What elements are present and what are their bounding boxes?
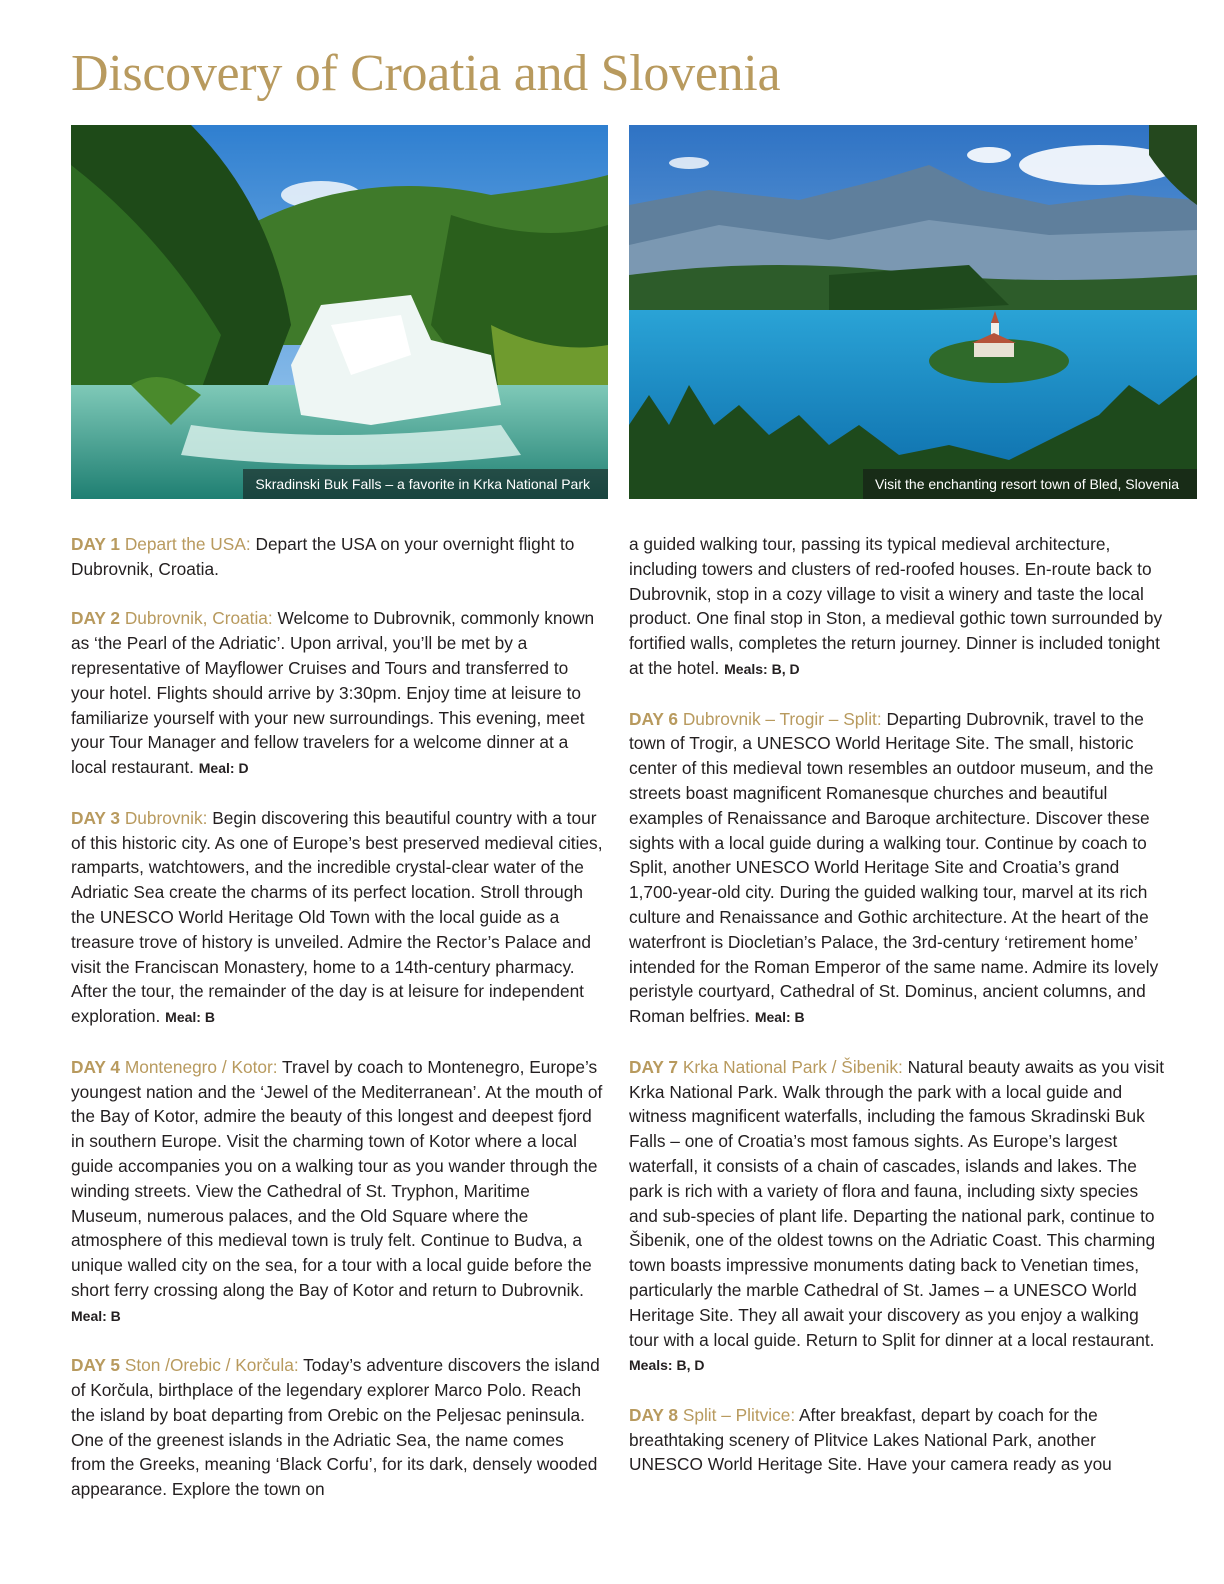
day-5-continued — [629, 532, 1169, 682]
day-heading: Depart the USA: — [124, 534, 251, 554]
day-text: Travel by coach to Montenegro, Europe’s youngest nation and the ‘Jewel of the Mediterranean’. At the mouth of the Bay of Kotor, admire the beauty of this longest and deepest fjord in southern Europe. Visit the charming town of Kotor where a local guide accompanies you on a walking tour as you wander through the winding streets. View the Cathedral of St. Tryphon, Maritime Museum, numerous palaces, and the Old Square where the atmosphere of this medieval town is truly felt. Continue to Budva, a unique walled city on the sea, for a tour with a local guide before the short ferry crossing along the Bay of Kotor and return to Dubrovnik. — [71, 1056, 603, 1300]
day-number: DAY 3 — [71, 807, 120, 828]
page-title: Discovery of Croatia and Slovenia — [71, 45, 781, 102]
meal-note: Meal: B — [71, 1307, 121, 1324]
photo-caption-left: Skradinski Buk Falls – a favorite in Krka National Park — [243, 469, 608, 499]
lake-bled-photo — [629, 125, 1197, 499]
lake-illustration — [629, 125, 1197, 499]
day-number: DAY 7 — [629, 1056, 678, 1077]
day-heading: Split – Plitvice: — [682, 1404, 796, 1425]
meal-note: Meal: B — [754, 1009, 805, 1026]
waterfall-illustration — [71, 125, 608, 499]
day-3 — [71, 806, 603, 1030]
itinerary-column-right — [629, 532, 1169, 1502]
day-number: DAY 1 — [71, 534, 120, 554]
day-heading: Ston /Orebic / Korčula: — [124, 1355, 299, 1376]
itinerary-column-left — [71, 532, 603, 1527]
day-text: Today’s adventure discovers the island of Korčula, birthplace of the legendary explorer Marco Polo. Reach the island by boat departing from Orebic on the Peljesac peninsula. One of the greenest islands in the Adriatic Sea, the name comes from the Greeks, meaning ‘Black Corfu’, for its dark, densely wooded appearance. Explore the town on — [71, 1355, 600, 1500]
day-heading: Dubrovnik, Croatia: — [124, 608, 273, 629]
day-7 — [629, 1055, 1169, 1378]
day-8 — [629, 1403, 1169, 1477]
meal-note: Meal: B — [165, 1009, 215, 1026]
day-text: Depart the USA on your overnight flight to Dubrovnik, Croatia. — [71, 534, 575, 579]
day-heading: Dubrovnik: — [124, 807, 208, 828]
day-number: DAY 4 — [71, 1056, 120, 1077]
day-text: Welcome to Dubrovnik, commonly known as ‘the Pearl of the Adriatic’. Upon arrival, you’ll be met by a representative of Mayflower Cruises and Tours and transferred to your hotel. Flights should arrive by 3:30pm. Enjoy time at leisure to familiarize yourself with your new surroundings. This evening, meet your Tour Manager and fellow travelers for a welcome dinner at a local restaurant. — [71, 608, 595, 778]
krka-falls-photo — [71, 125, 608, 499]
photo-caption-right: Visit the enchanting resort town of Bled, Slovenia — [863, 469, 1197, 499]
day-heading: Dubrovnik – Trogir – Split: — [682, 708, 882, 729]
day-text: a guided walking tour, passing its typical medieval architecture, including towers and clusters of red-roofed houses. En-route back to Dubrovnik, stop in a cozy village to visit a winery and taste the local product. One final stop in Ston, a medieval gothic town surrounded by fortified walls, completes the return journey. Dinner is included tonight at the hotel. — [629, 534, 1163, 678]
day-text: Departing Dubrovnik, travel to the town of Trogir, a UNESCO World Heritage Site. The small, historic center of this medieval town resembles an outdoor museum, and the streets boast magnificent Romanesque churches and beautiful examples of Renaissance and Baroque architecture. Discover these sights with a local guide during a walking tour. Continue by coach to Split, another UNESCO World Heritage Site and Croatia’s grand 1,700-year-old city. During the guided walking tour, marvel at its rich culture and Renaissance and Gothic architecture. At the heart of the waterfront is Diocletian’s Palace, the 3rd-century ‘retirement home’ intended for the Roman Emperor of the same name. Admire its lovely peristyle courtyard, Cathedral of St. Dominus, ancient columns, and Roman belfries. — [629, 708, 1159, 1027]
meal-note: Meals: B, D — [629, 1357, 705, 1374]
day-heading: Montenegro / Kotor: — [124, 1056, 278, 1077]
meal-note: Meal: D — [198, 760, 249, 777]
day-text: Natural beauty awaits as you visit Krka National Park. Walk through the park with a local guide and witness magnificent waterfalls, including the famous Skradinski Buk Falls – one of Croatia’s most famous sights. As Europe’s largest waterfall, it consists of a chain of cascades, islands and lakes. The park is rich with a variety of flora and fauna, including sixty species and sub-species of plant life. Departing the national park, continue to Šibenik, one of the oldest towns on the Adriatic Coast. This charming town boasts impressive monuments dating back to Venetian times, particularly the marble Cathedral of St. James – a UNESCO World Heritage Site. They all await your discovery as you enjoy a walking tour with a local guide. Return to Split for dinner at a local restaurant. — [629, 1056, 1165, 1350]
day-text: Begin discovering this beautiful country with a tour of this historic city. As one of Europe’s best preserved medieval cities, ramparts, watchtowers, and the incredible crystal-clear water of the Adriatic Sea create the charms of its perfect location. Stroll through the UNESCO World Heritage Old Town with the local guide as a treasure trove of history is unveiled. Admire the Rector’s Palace and visit the Franciscan Monastery, home to a 14th-century pharmacy. After the tour, the remainder of the day is at leisure for independent exploration. — [71, 807, 603, 1027]
day-text: After breakfast, depart by coach for the breathtaking scenery of Plitvice Lakes National Park, another UNESCO World Heritage Site. Have your camera ready as you — [629, 1404, 1112, 1475]
meal-note: Meals: B, D — [724, 660, 800, 677]
day-2 — [71, 606, 603, 781]
day-heading: Krka National Park / Šibenik: — [682, 1056, 903, 1077]
day-6 — [629, 707, 1169, 1030]
day-5 — [71, 1353, 603, 1502]
day-number: DAY 8 — [629, 1404, 678, 1425]
day-number: DAY 5 — [71, 1355, 120, 1376]
day-4 — [71, 1055, 603, 1329]
day-number: DAY 2 — [71, 608, 120, 629]
day-1 — [71, 532, 603, 582]
day-number: DAY 6 — [629, 708, 678, 729]
